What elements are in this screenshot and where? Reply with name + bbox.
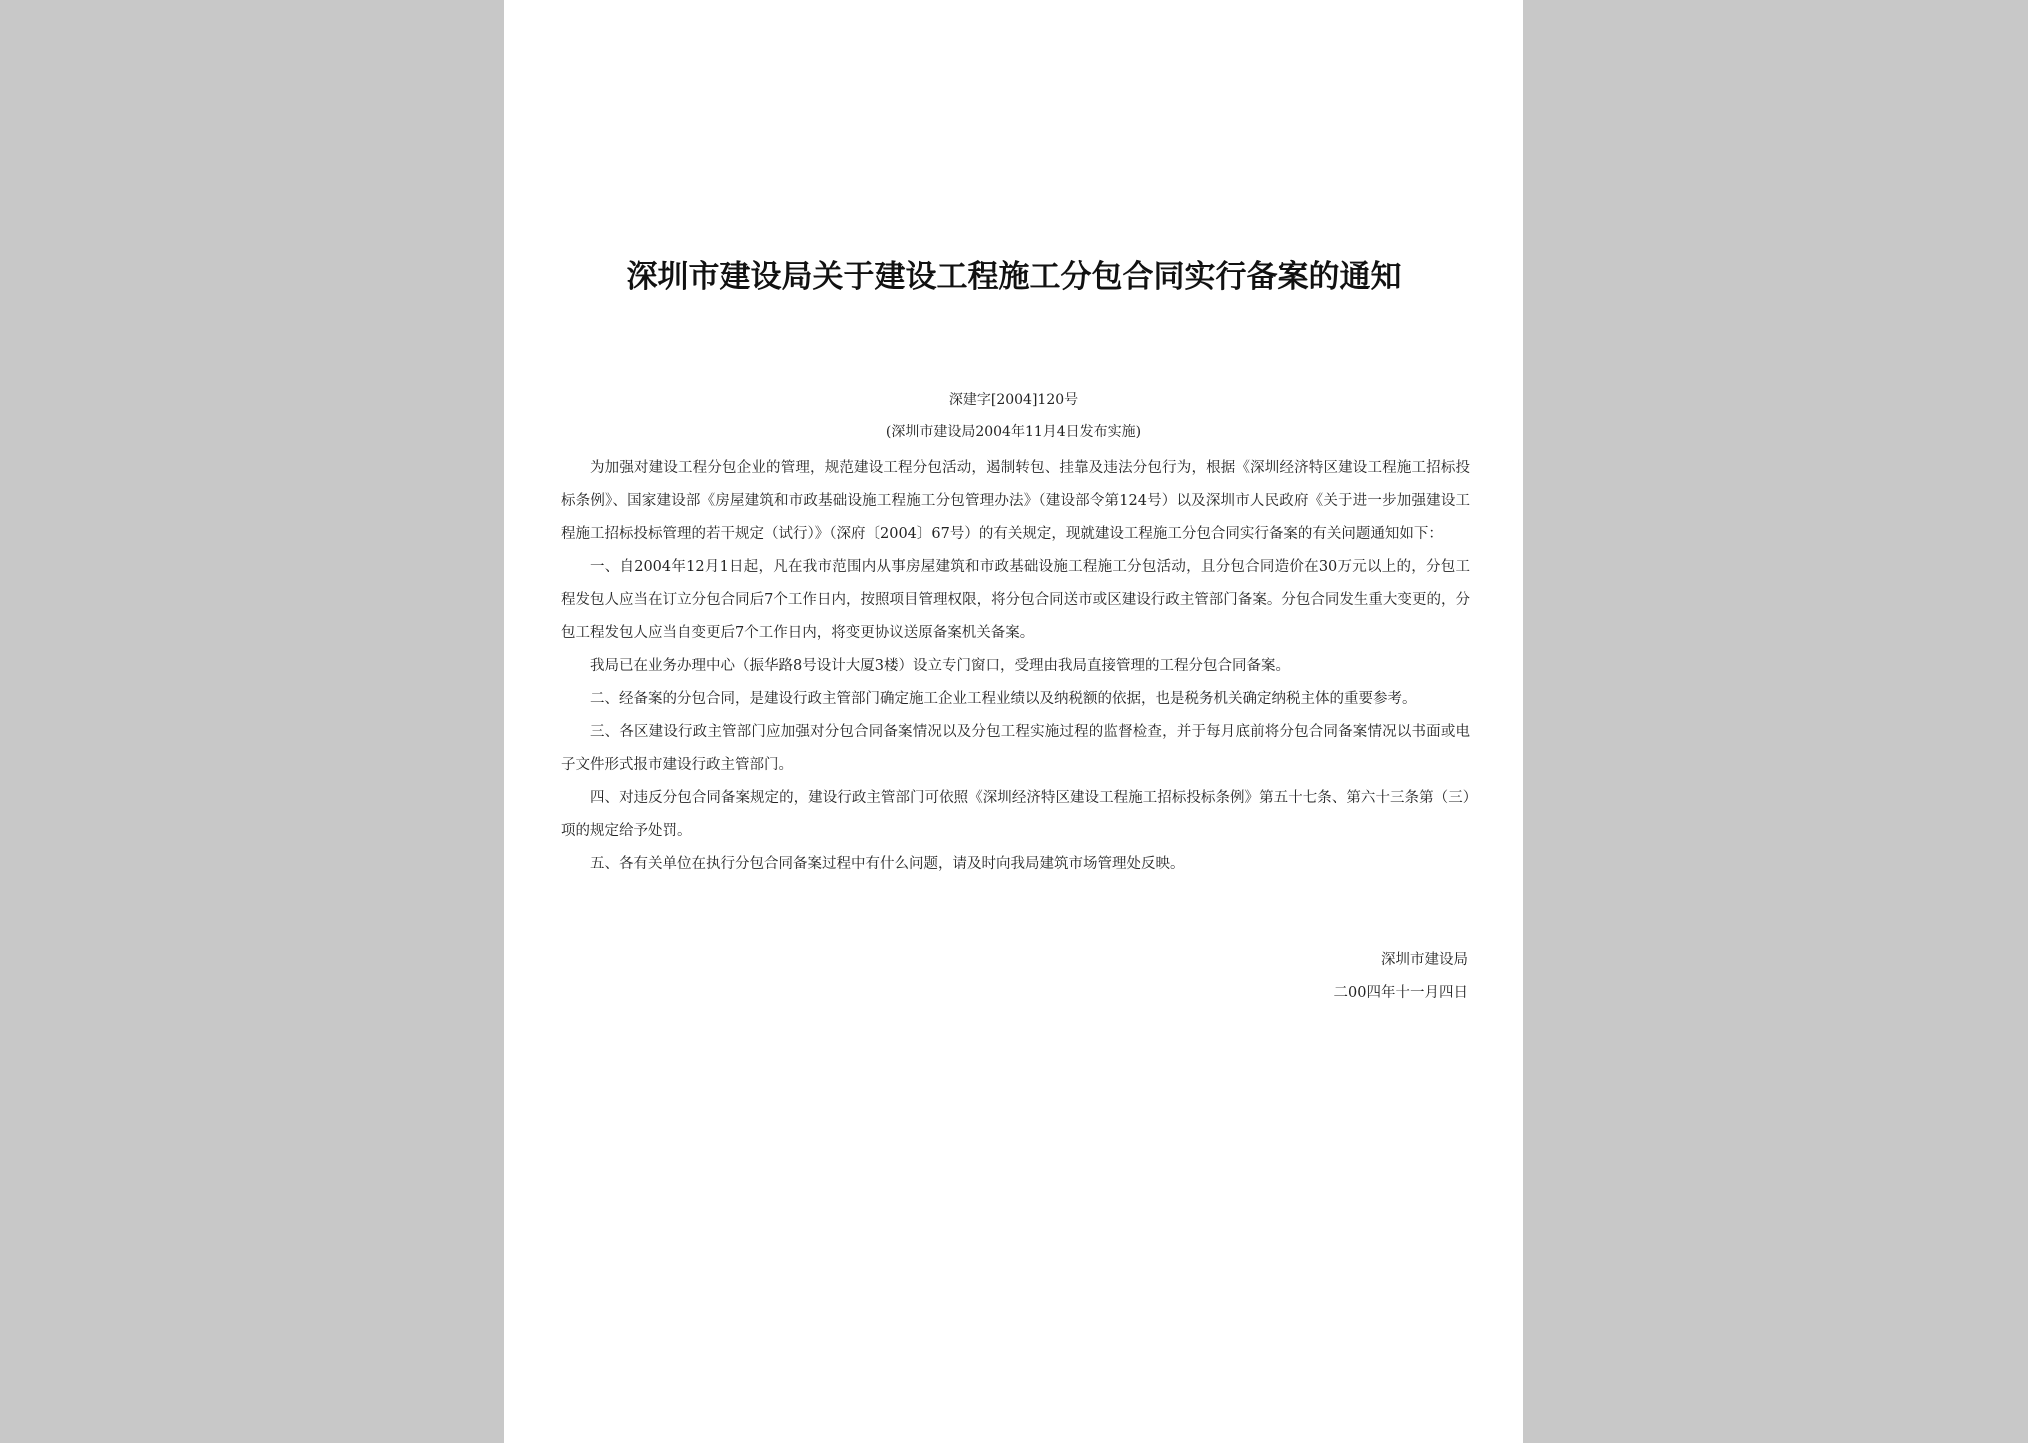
paragraph-intro: 为加强对建设工程分包企业的管理，规范建设工程分包活动，遏制转包、挂靠及违法分包行为，根据《深圳经济特区建设工程施工招标投标条例》、国家建设部《房屋建筑和市政基础设施工程施工分包管理办法》（建设部令第124号）以及深圳市人民政府《关于进一步加强建设工程施工招标投标管理的若干规定（试行）》（深府〔2004〕67号）的有关规定，现就建设工程施工分包合同实行备案的有关问题通知如下： — [561, 460, 1470, 542]
document-page — [504, 0, 1523, 1443]
document-body — [561, 452, 1470, 881]
document-title: 深圳市建设局关于建设工程施工分包合同实行备案的通知 — [626, 259, 1402, 295]
signature-issuer: 深圳市建设局 — [1381, 952, 1468, 968]
signature-block — [1334, 944, 1468, 1010]
paragraph-item-1-note: 我局已在业务办理中心（振华路8号设计大厦3楼）设立专门窗口，受理由我局直接管理的工程分包合同备案。 — [590, 658, 1290, 674]
paragraph-item-3: 三、各区建设行政主管部门应加强对分包合同备案情况以及分包工程实施过程的监督检查，并于每月底前将分包合同备案情况以书面或电子文件形式报市建设行政主管部门。 — [561, 724, 1470, 773]
paragraph-item-2: 二、经备案的分包合同，是建设行政主管部门确定施工企业工程业绩以及纳税额的依据，也是税务机关确定纳税主体的重要参考。 — [590, 691, 1417, 707]
signature-date: 二00四年十一月四日 — [1333, 985, 1468, 1001]
paragraph-item-5: 五、各有关单位在执行分包合同备案过程中有什么问题，请及时向我局建筑市场管理处反映。 — [590, 856, 1185, 872]
paragraph-item-1: 一、自2004年12月1日起，凡在我市范围内从事房屋建筑和市政基础设施工程施工分包活动，且分包合同造价在30万元以上的，分包工程发包人应当在订立分包合同后7个工作日内，按照项目管理权限，将分包合同送市或区建设行政主管部门备案。分包合同发生重大变更的，分包工程发包人应当自变更后7个工作日内，将变更协议送原备案机关备案。 — [561, 559, 1470, 641]
document-number: 深建字[2004]120号 — [948, 392, 1079, 408]
paragraph-item-4: 四、对违反分包合同备案规定的，建设行政主管部门可依照《深圳经济特区建设工程施工招标投标条例》第五十七条、第六十三条第（三）项的规定给予处罚。 — [561, 790, 1470, 839]
document-issued-note: (深圳市建设局2004年11月4日发布实施) — [885, 424, 1142, 440]
